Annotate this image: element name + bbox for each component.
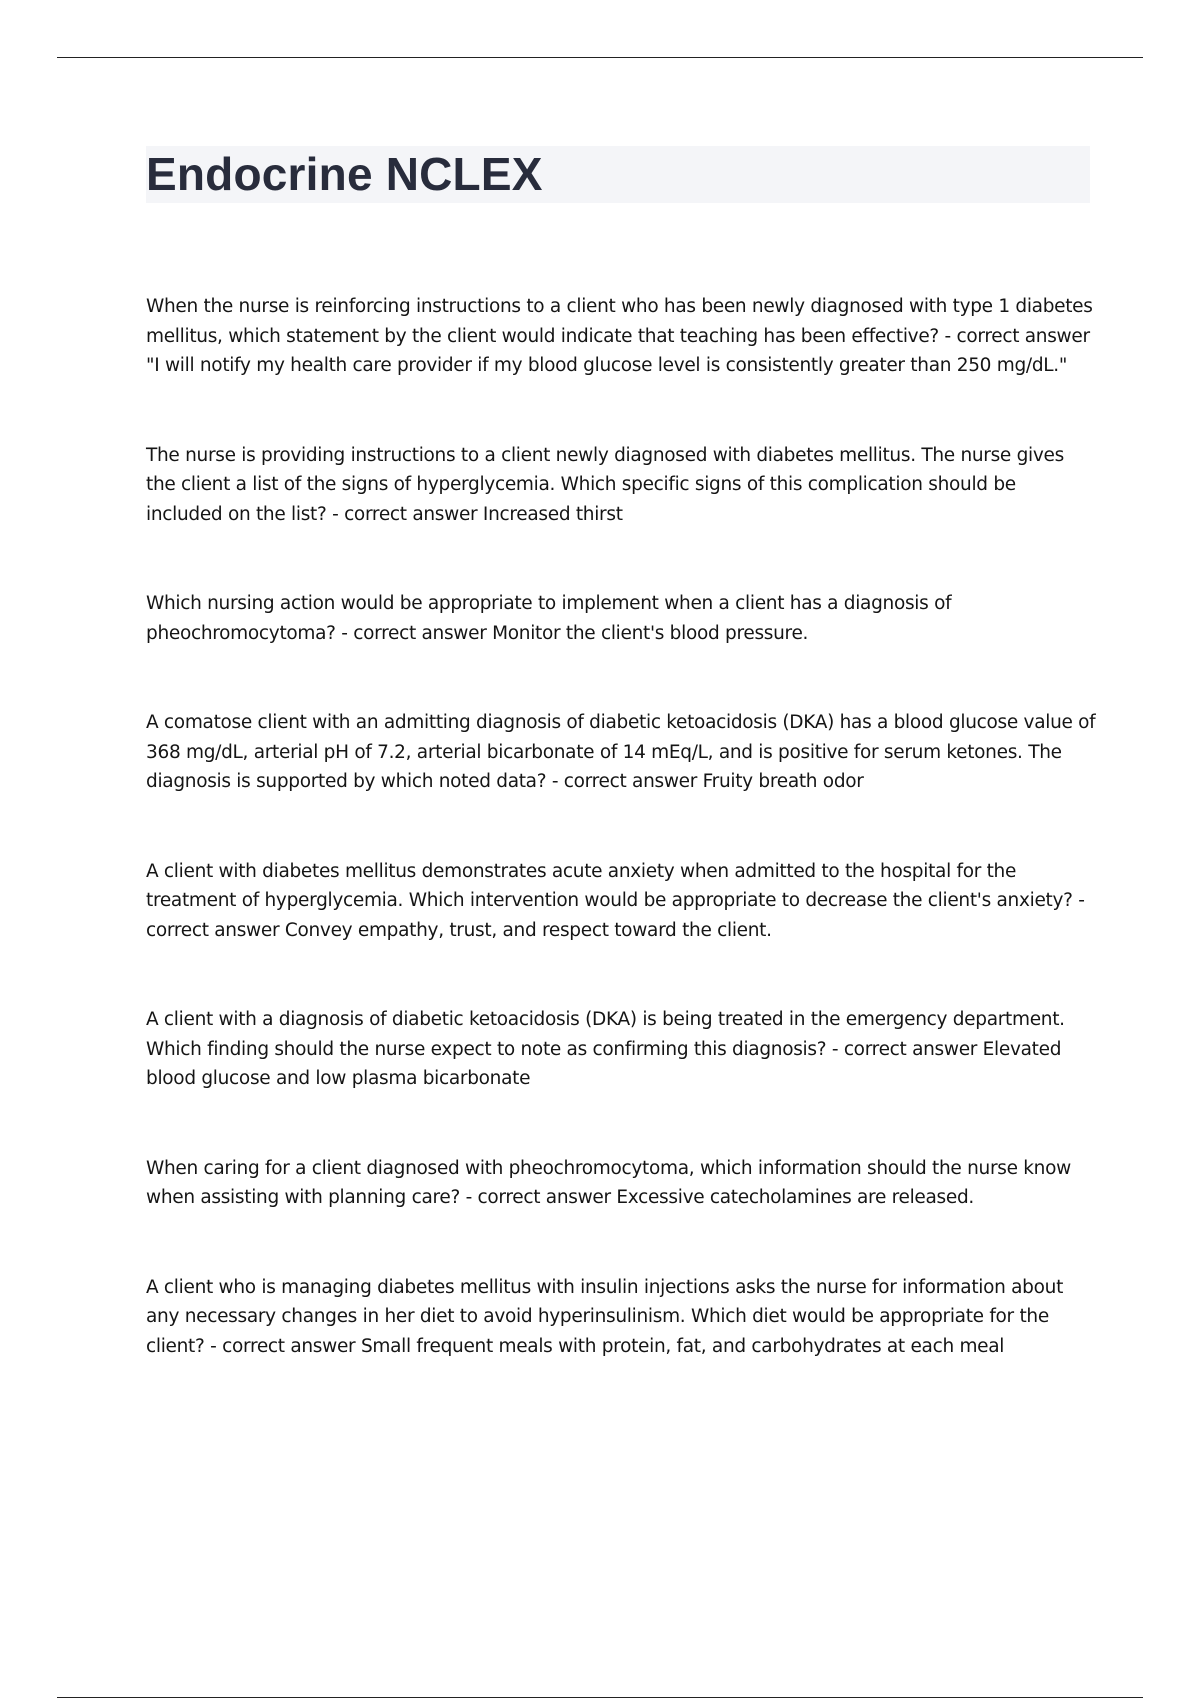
question-text: When the nurse is reinforcing instructions to a client who has been newly diagnosed with type 1 diabetes mellitus, which statement by the client would indicate that teaching has been effective? [146,296,1093,347]
bottom-rule [57,1697,1143,1698]
answer-text: Small frequent meals with protein, fat, and carbohydrates at each meal [360,1335,1005,1357]
answer-label: correct answer [477,1187,617,1208]
answer-text: Increased thirst [482,503,623,525]
qa-item [146,1273,1096,1362]
answer-label: correct answer [843,1038,983,1060]
question-text: A client with a diagnosis of diabetic ketoacidosis (DKA) is being treated in the emergency department. Which finding should the nurse expect to note as confirming this diagnosis? [146,1009,1065,1060]
qa-item [146,1005,1096,1094]
answer-label: correct answer [344,503,483,525]
qa-item [146,441,1096,530]
qa-item [146,589,1096,648]
question-text: Which nursing action would be appropriate to implement when a client has a diagnosis of pheochromocytoma? [146,593,952,644]
question-text: When caring for a client diagnosed with pheochromocytoma, which information should the nurse know when assisting with planning care? [146,1157,1071,1208]
separator: - [938,325,957,347]
top-rule [57,57,1143,58]
qa-item [146,857,1096,946]
answer-text: Elevated blood glucose and low plasma bicarbonate [146,1038,1062,1089]
qa-item [146,708,1096,797]
answer-text: Excessive catecholamines are released. [616,1187,974,1208]
separator: - [826,1038,844,1060]
answer-text: Fruity breath odor [702,771,864,792]
question-text: A client with diabetes mellitus demonstrates acute anxiety when admitted to the hospital for the treatment of hyperglycemia. Which intervention would be appropriate to decrease the client's anxiety? [146,860,1073,911]
separator: - [326,503,345,525]
qa-item [146,1154,1096,1213]
question-text: A client who is managing diabetes mellitus with insulin injections asks the nurse for information about any necessary changes in her diet to avoid hyperinsulinism. Which diet would be appropriate for the client? [146,1276,1064,1357]
separator: - [546,771,564,792]
answer-text: Monitor the client's blood pressure. [492,622,809,644]
separator: - [204,1335,223,1357]
separator: - [459,1187,478,1208]
answer-label: correct answer [222,1335,361,1357]
question-text: A comatose client with an admitting diagnosis of diabetic ketoacidosis (DKA) has a blood glucose value of 368 mg/dL, arterial pH of 7.2, arterial bicarbonate of 14 mEq/L, and is positive for serum ketones. The diagnosis is supported by which noted data? [146,712,1096,792]
answer-label: correct answer [956,325,1096,347]
answer-label: correct answer [353,622,493,644]
qa-list [146,292,1096,1421]
separator: - [335,622,354,644]
question-text: The nurse is providing instructions to a client newly diagnosed with diabetes mellitus. The nurse gives the client a list of the signs of hyperglycemia. Which specific signs of this complication should be included on the list? [146,444,1064,525]
separator: - [1072,890,1091,911]
answer-label: correct answer [563,771,703,792]
qa-item [146,292,1096,381]
page-title: Endocrine NCLEX [146,148,543,200]
answer-label: correct answer [146,919,285,941]
answer-text: "I will notify my health care provider if my blood glucose level is consistently greater than 250 mg/dL." [146,355,1068,376]
answer-text: Convey empathy, trust, and respect toward the client. [284,919,772,941]
